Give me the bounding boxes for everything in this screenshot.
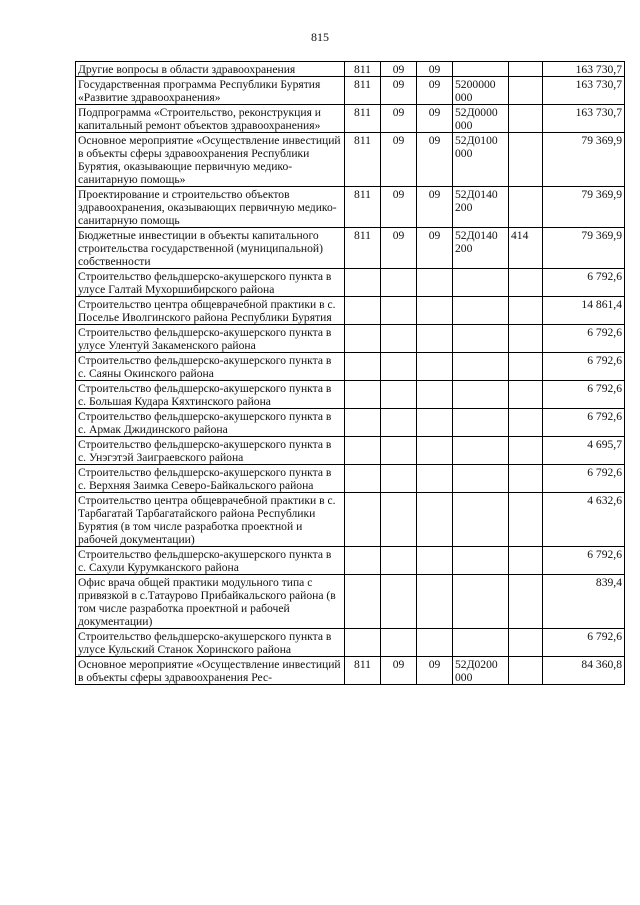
table-row xyxy=(76,493,625,547)
table-row xyxy=(76,269,625,297)
subsection-code-cell xyxy=(417,437,453,465)
amount-cell: 4 695,7 xyxy=(543,437,625,465)
target-article-cell xyxy=(453,353,509,381)
table-row xyxy=(76,629,625,657)
amount-cell: 4 632,6 xyxy=(543,493,625,547)
admin-code-cell xyxy=(345,297,381,325)
admin-code-cell xyxy=(345,575,381,629)
row-name-cell: Строительство фельдшерско-акушерского пункта в с. Унэгэтэй Заиграевского района xyxy=(76,437,345,465)
row-name-cell: Строительство фельдшерско-акушерского пункта в с. Большая Кудара Кяхтинского района xyxy=(76,381,345,409)
table-row xyxy=(76,465,625,493)
section-code-cell: 09 xyxy=(381,657,417,685)
table-row xyxy=(76,62,625,77)
subsection-code-cell xyxy=(417,465,453,493)
section-code-cell xyxy=(381,381,417,409)
target-article-cell xyxy=(453,409,509,437)
expense-type-cell xyxy=(509,629,543,657)
admin-code-cell: 811 xyxy=(345,187,381,228)
expense-type-cell xyxy=(509,187,543,228)
expense-type-cell xyxy=(509,62,543,77)
section-code-cell xyxy=(381,269,417,297)
subsection-code-cell xyxy=(417,297,453,325)
subsection-code-cell: 09 xyxy=(417,62,453,77)
subsection-code-cell xyxy=(417,409,453,437)
section-code-cell: 09 xyxy=(381,133,417,187)
table-row xyxy=(76,437,625,465)
expense-type-cell xyxy=(509,77,543,105)
amount-cell: 79 369,9 xyxy=(543,133,625,187)
target-article-cell: 52Д0200 000 xyxy=(453,657,509,685)
section-code-cell xyxy=(381,409,417,437)
table-row xyxy=(76,105,625,133)
expense-type-cell xyxy=(509,353,543,381)
expense-type-cell xyxy=(509,465,543,493)
row-name-cell: Основное мероприятие «Осуществление инвестиций в объекты сферы здравоохранения Рес- xyxy=(76,657,345,685)
table-row xyxy=(76,297,625,325)
table-row xyxy=(76,77,625,105)
subsection-code-cell: 09 xyxy=(417,133,453,187)
row-name-cell: Проектирование и строительство объектов здравоохранения, оказывающих первичную медико-санитарную помощь xyxy=(76,187,345,228)
table-row xyxy=(76,187,625,228)
section-code-cell: 09 xyxy=(381,187,417,228)
subsection-code-cell xyxy=(417,493,453,547)
admin-code-cell xyxy=(345,437,381,465)
amount-cell: 6 792,6 xyxy=(543,409,625,437)
expense-type-cell xyxy=(509,657,543,685)
target-article-cell: 52Д0000 000 xyxy=(453,105,509,133)
row-name-cell: Строительство центра общеврачебной практики в с. Поселье Иволгинского района Республики Бурятия xyxy=(76,297,345,325)
page-number: 815 xyxy=(311,30,329,44)
admin-code-cell xyxy=(345,547,381,575)
section-code-cell xyxy=(381,437,417,465)
expense-type-cell xyxy=(509,409,543,437)
target-article-cell xyxy=(453,629,509,657)
target-article-cell xyxy=(453,547,509,575)
amount-cell: 6 792,6 xyxy=(543,325,625,353)
row-name-cell: Подпрограмма «Строительство, реконструкция и капитальный ремонт объектов здравоохранения» xyxy=(76,105,345,133)
table-row xyxy=(76,133,625,187)
section-code-cell xyxy=(381,575,417,629)
row-name-cell: Основное мероприятие «Осуществление инвестиций в объекты сферы здравоохранения Республики Бурятия, оказывающие первичную медико-санитарную помощь» xyxy=(76,133,345,187)
section-code-cell xyxy=(381,353,417,381)
amount-cell: 6 792,6 xyxy=(543,629,625,657)
admin-code-cell xyxy=(345,269,381,297)
amount-cell: 163 730,7 xyxy=(543,77,625,105)
amount-cell: 839,4 xyxy=(543,575,625,629)
row-name-cell: Строительство фельдшерско-акушерского пункта в с. Сахули Курумканского района xyxy=(76,547,345,575)
admin-code-cell: 811 xyxy=(345,105,381,133)
row-name-cell: Строительство центра общеврачебной практики в с. Тарбагатай Тарбагатайского района Республики Бурятия (в том числе разработка проектной и рабочей документации) xyxy=(76,493,345,547)
target-article-cell xyxy=(453,62,509,77)
row-name-cell: Строительство фельдшерско-акушерского пункта в улусе Кульский Станок Хоринского района xyxy=(76,629,345,657)
section-code-cell xyxy=(381,325,417,353)
admin-code-cell: 811 xyxy=(345,133,381,187)
admin-code-cell: 811 xyxy=(345,62,381,77)
subsection-code-cell xyxy=(417,547,453,575)
expense-type-cell xyxy=(509,437,543,465)
amount-cell: 84 360,8 xyxy=(543,657,625,685)
row-name-cell: Офис врача общей практики модульного типа с привязкой в с.Татаурово Прибайкальского района (в том числе разработка проектной и рабочей документации) xyxy=(76,575,345,629)
row-name-cell: Другие вопросы в области здравоохранения xyxy=(76,62,345,77)
subsection-code-cell xyxy=(417,269,453,297)
row-name-cell: Строительство фельдшерско-акушерского пункта в улусе Галтай Мухоршибирского района xyxy=(76,269,345,297)
section-code-cell: 09 xyxy=(381,62,417,77)
amount-cell: 79 369,9 xyxy=(543,228,625,269)
row-name-cell: Бюджетные инвестиции в объекты капитального строительства государственной (муниципальной) собственности xyxy=(76,228,345,269)
target-article-cell xyxy=(453,437,509,465)
section-code-cell: 09 xyxy=(381,77,417,105)
subsection-code-cell xyxy=(417,381,453,409)
target-article-cell xyxy=(453,381,509,409)
subsection-code-cell: 09 xyxy=(417,77,453,105)
table-row xyxy=(76,575,625,629)
subsection-code-cell xyxy=(417,353,453,381)
amount-cell: 6 792,6 xyxy=(543,381,625,409)
table-row xyxy=(76,228,625,269)
subsection-code-cell xyxy=(417,575,453,629)
target-article-cell: 5200000 000 xyxy=(453,77,509,105)
subsection-code-cell xyxy=(417,629,453,657)
admin-code-cell xyxy=(345,493,381,547)
target-article-cell xyxy=(453,493,509,547)
subsection-code-cell: 09 xyxy=(417,657,453,685)
amount-cell: 6 792,6 xyxy=(543,547,625,575)
admin-code-cell xyxy=(345,325,381,353)
admin-code-cell: 811 xyxy=(345,228,381,269)
section-code-cell xyxy=(381,465,417,493)
section-code-cell xyxy=(381,629,417,657)
expense-type-cell xyxy=(509,297,543,325)
target-article-cell xyxy=(453,269,509,297)
budget-table xyxy=(75,61,625,685)
table-row xyxy=(76,353,625,381)
subsection-code-cell: 09 xyxy=(417,187,453,228)
admin-code-cell xyxy=(345,629,381,657)
amount-cell: 14 861,4 xyxy=(543,297,625,325)
expense-type-cell xyxy=(509,381,543,409)
section-code-cell xyxy=(381,493,417,547)
target-article-cell xyxy=(453,325,509,353)
admin-code-cell xyxy=(345,409,381,437)
expense-type-cell xyxy=(509,575,543,629)
admin-code-cell: 811 xyxy=(345,657,381,685)
amount-cell: 79 369,9 xyxy=(543,187,625,228)
row-name-cell: Строительство фельдшерско-акушерского пункта в с. Верхняя Заимка Северо-Байкальского района xyxy=(76,465,345,493)
amount-cell: 6 792,6 xyxy=(543,353,625,381)
target-article-cell xyxy=(453,465,509,493)
admin-code-cell: 811 xyxy=(345,77,381,105)
table-row xyxy=(76,657,625,685)
table-row xyxy=(76,325,625,353)
row-name-cell: Строительство фельдшерско-акушерского пункта в с. Саяны Окинского района xyxy=(76,353,345,381)
table-row xyxy=(76,547,625,575)
target-article-cell: 52Д0140 200 xyxy=(453,187,509,228)
amount-cell: 163 730,7 xyxy=(543,105,625,133)
target-article-cell xyxy=(453,297,509,325)
admin-code-cell xyxy=(345,353,381,381)
subsection-code-cell: 09 xyxy=(417,228,453,269)
target-article-cell: 52Д0100 000 xyxy=(453,133,509,187)
expense-type-cell xyxy=(509,547,543,575)
expense-type-cell xyxy=(509,325,543,353)
row-name-cell: Государственная программа Республики Бурятия «Развитие здравоохранения» xyxy=(76,77,345,105)
section-code-cell: 09 xyxy=(381,228,417,269)
expense-type-cell xyxy=(509,105,543,133)
budget-table-body xyxy=(76,62,625,685)
target-article-cell: 52Д0140 200 xyxy=(453,228,509,269)
expense-type-cell xyxy=(509,269,543,297)
table-row xyxy=(76,409,625,437)
amount-cell: 6 792,6 xyxy=(543,269,625,297)
amount-cell: 6 792,6 xyxy=(543,465,625,493)
section-code-cell: 09 xyxy=(381,105,417,133)
table-row xyxy=(76,381,625,409)
expense-type-cell xyxy=(509,493,543,547)
expense-type-cell: 414 xyxy=(509,228,543,269)
admin-code-cell xyxy=(345,381,381,409)
section-code-cell xyxy=(381,297,417,325)
subsection-code-cell xyxy=(417,325,453,353)
subsection-code-cell: 09 xyxy=(417,105,453,133)
section-code-cell xyxy=(381,547,417,575)
amount-cell: 163 730,7 xyxy=(543,62,625,77)
row-name-cell: Строительство фельдшерско-акушерского пункта в с. Армак Джидинского района xyxy=(76,409,345,437)
admin-code-cell xyxy=(345,465,381,493)
row-name-cell: Строительство фельдшерско-акушерского пункта в улусе Улентуй Закаменского района xyxy=(76,325,345,353)
expense-type-cell xyxy=(509,133,543,187)
target-article-cell xyxy=(453,575,509,629)
